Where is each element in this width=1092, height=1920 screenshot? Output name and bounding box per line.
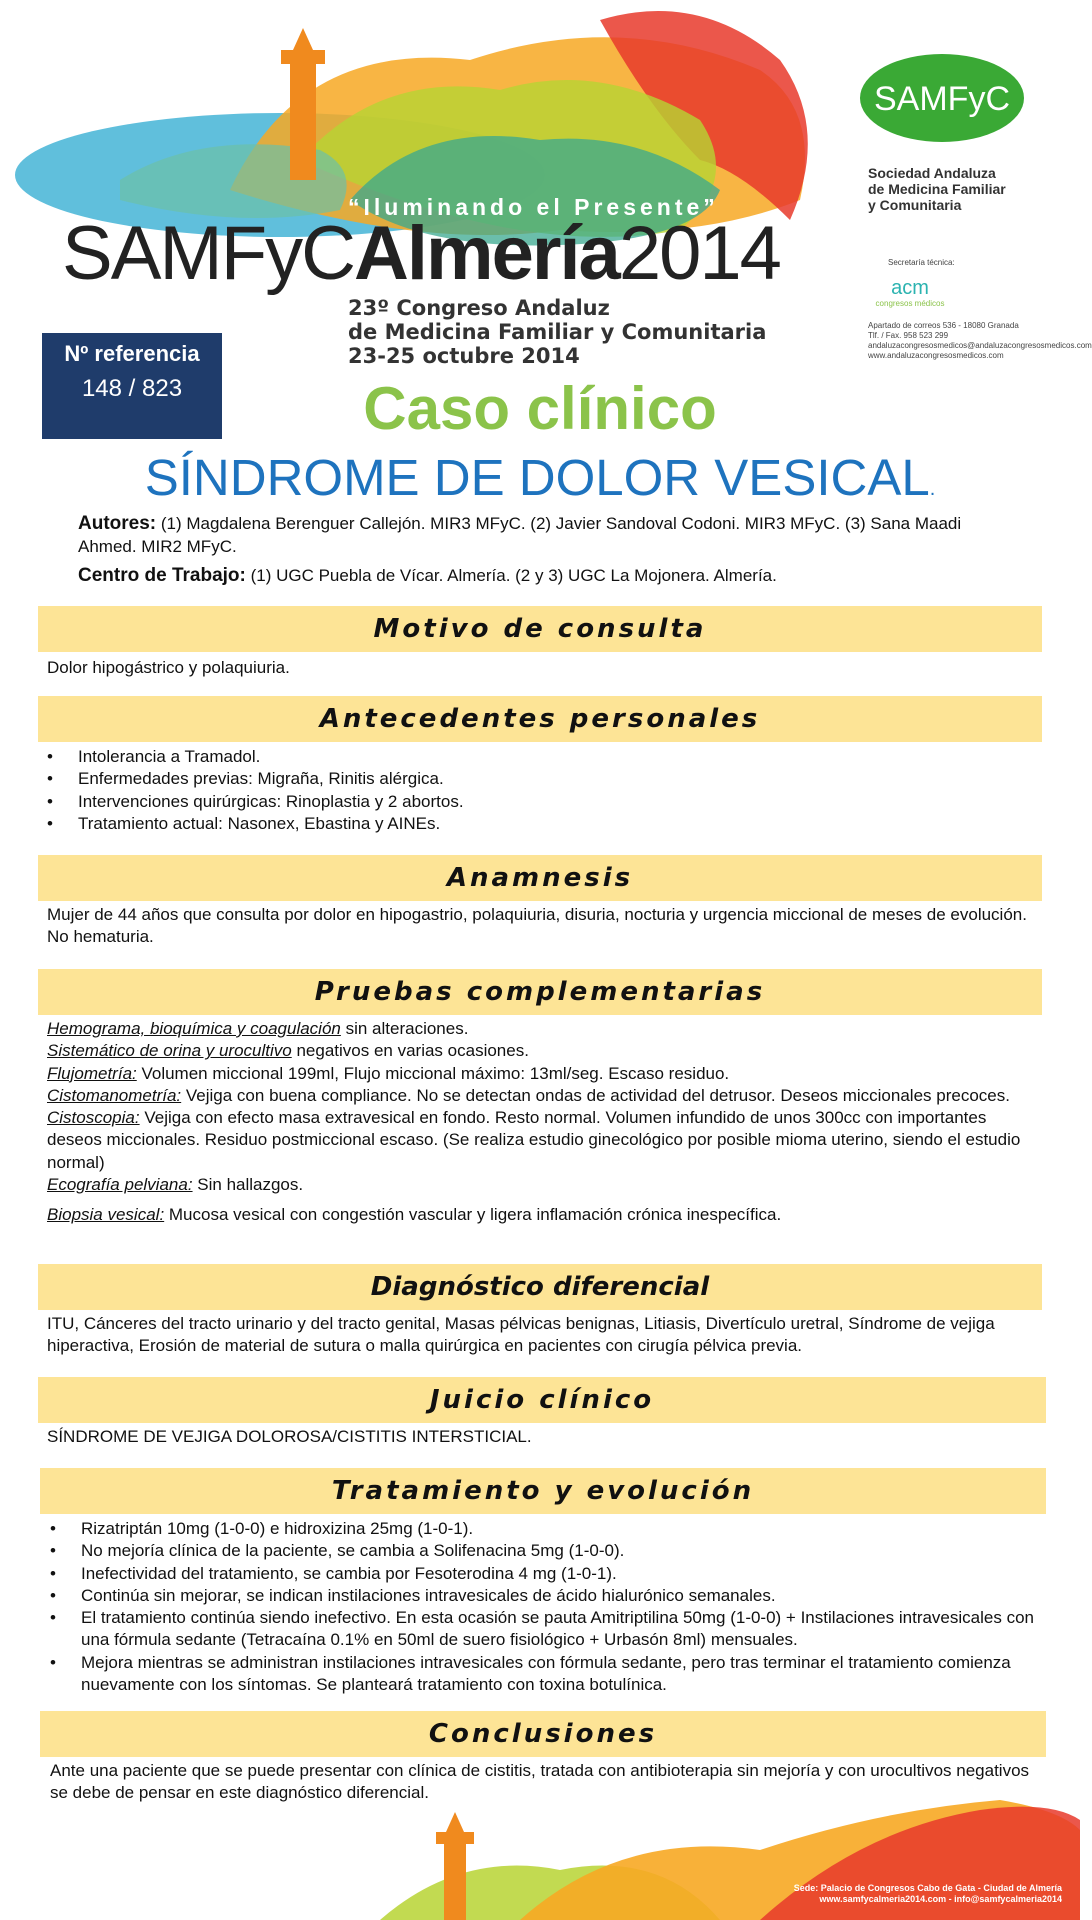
pruebas-list bbox=[47, 1018, 1042, 1227]
prueba-item bbox=[47, 1063, 1042, 1085]
society-name bbox=[868, 165, 1006, 213]
case-title-dot: . bbox=[929, 478, 936, 500]
reference-value: 148 / 823 bbox=[81, 375, 183, 402]
prueba-item bbox=[47, 1085, 1042, 1107]
secretariat-label: Secretaría técnica: bbox=[888, 258, 955, 267]
prueba-item bbox=[47, 1040, 1042, 1062]
society-line-2: de Medicina Familiar bbox=[868, 181, 1006, 197]
prueba-label: Biopsia vesical: bbox=[47, 1205, 165, 1225]
prueba-item bbox=[47, 1107, 1042, 1174]
list-item: • El tratamiento continúa siendo inefectivo. En esta ocasión se pauta Amitriptilina 50mg (1-0-0) + Instilaciones intravesicales con una fórmula sedante (Tetracaína 0.1% en 50ml de suero fisiológico + Urbasón 8ml) mensuales. bbox=[50, 1607, 1045, 1652]
list-item: • Inefectividad del tratamiento, se cambia por Fesoterodina 4 mg (1-0-1). bbox=[50, 1563, 1045, 1585]
event-brand bbox=[62, 210, 780, 297]
acm-logo-sub: congresos médicos bbox=[875, 299, 945, 308]
list-item: • Enfermedades previas: Migraña, Rinitis alérgica. bbox=[47, 768, 1037, 790]
society-line-3: y Comunitaria bbox=[868, 197, 962, 213]
authors bbox=[78, 512, 1018, 558]
section-title-antecedentes: Antecedentes personales bbox=[38, 696, 1042, 742]
list-item: • No mejoría clínica de la paciente, se cambia a Solifenacina 5mg (1-0-0). bbox=[50, 1540, 1045, 1562]
acm-logo-text: acm bbox=[891, 277, 929, 299]
prueba-text: Vejiga con efecto masa extravesical en fondo. Resto normal. Volumen infundido de unos 300cc con importantes deseos miccionales. Residuo postmiccional escaso. (Se realiza estudio ginecológico por posible mioma uterino, siendo el estudio normal) bbox=[47, 1108, 1021, 1172]
motivo-text: Dolor hipogástrico y polaquiuria. bbox=[47, 658, 290, 677]
congress-line-1: 23º Congreso Andaluz bbox=[348, 296, 610, 320]
list-item: • Intolerancia a Tramadol. bbox=[47, 746, 1037, 768]
list-item: • Rizatriptán 10mg (1-0-0) e hidroxizina 25mg (1-0-1). bbox=[50, 1518, 1045, 1540]
prueba-item bbox=[47, 1018, 1042, 1040]
congress-line-2: de Medicina Familiar y Comunitaria bbox=[348, 320, 767, 344]
acm-logo bbox=[875, 272, 945, 312]
address-phone: Tlf. / Fax. 958 523 299 bbox=[868, 331, 949, 340]
prueba-item bbox=[47, 1204, 1042, 1226]
footer-venue: Sede: Palacio de Congresos Cabo de Gata - Ciudad de Almería bbox=[793, 1883, 1062, 1893]
address-email: andaluzacongresosmedicos@andaluzacongresosmedicos.com bbox=[868, 341, 1092, 350]
prueba-label: Flujometría: bbox=[47, 1063, 137, 1083]
address-line-1: Apartado de correos 536 - 18080 Granada bbox=[868, 321, 1019, 330]
case-title bbox=[0, 448, 1080, 507]
society-line-1: Sociedad Andaluza bbox=[868, 165, 996, 181]
prueba-label: Sistemático de orina y urocultivo bbox=[47, 1041, 292, 1061]
section-title-conclusiones: Conclusiones bbox=[40, 1711, 1046, 1757]
conclusiones-text: Ante una paciente que se puede presentar con clínica de cistitis, tratada con antibioterapia sin mejoría y con urocultivos negativos se debe de pensar en este diagnóstico diferencial. bbox=[50, 1761, 1030, 1803]
samfyc-logo bbox=[858, 52, 1026, 144]
authors-text: (1) Magdalena Berenguer Callejón. MIR3 MFyC. (2) Javier Sandoval Codoni. MIR3 MFyC. (3) Sana Maadi Ahmed. MIR2 MFyC. bbox=[78, 514, 962, 556]
prueba-item bbox=[47, 1174, 1042, 1196]
list-item: • Intervenciones quirúrgicas: Rinoplastia y 2 abortos. bbox=[47, 791, 1037, 813]
list-item: • Continúa sin mejorar, se indican instilaciones intravesicales de ácido hialurónico semanales. bbox=[50, 1585, 1045, 1607]
slogan: “Iluminando el Presente” bbox=[348, 194, 719, 220]
brand-part-samfyc: SAMFyC bbox=[62, 211, 354, 296]
prueba-label: Hemograma, bioquímica y coagulación bbox=[47, 1019, 341, 1038]
list-item: • Tratamiento actual: Nasonex, Ebastina y AINEs. bbox=[47, 813, 1037, 835]
section-title-diagnostico: Diagnóstico diferencial bbox=[38, 1264, 1042, 1310]
footer-info bbox=[794, 1883, 1062, 1905]
juicio-text: SÍNDROME DE VEJIGA DOLOROSA/CISTITIS INTERSTICIAL. bbox=[47, 1427, 532, 1446]
diagnostico-text: ITU, Cánceres del tracto urinario y del tracto genital, Masas pélvicas benignas, Litiasis, Divertículo uretral, Síndrome de vejiga hiperactiva, Erosión de material de sutura o malla quirúrgica en pacientes con cirugía pélvica previa. bbox=[47, 1314, 995, 1356]
section-title-pruebas: Pruebas complementarias bbox=[38, 969, 1042, 1015]
prueba-text: Volumen miccional 199ml, Flujo miccional máximo: 13ml/seg. Escaso residuo. bbox=[136, 1063, 730, 1083]
prueba-text: Vejiga con buena compliance. No se detectan ondas de actividad del detrusor. Deseos miccionales precoces. bbox=[181, 1085, 1010, 1105]
case-title-text: SÍNDROME DE DOLOR VESICAL bbox=[144, 449, 930, 506]
prueba-text: Mucosa vesical con congestión vascular y ligera inflamación crónica inespecífica. bbox=[164, 1205, 782, 1225]
prueba-label: Ecografía pelviana: bbox=[47, 1175, 193, 1195]
footer-web: www.samfycalmeria2014.com - info@samfycalmeria2014 bbox=[819, 1894, 1062, 1904]
logo-text: SAMFyC bbox=[874, 80, 1010, 118]
section-title-motivo: Motivo de consulta bbox=[38, 606, 1042, 652]
prueba-text: Sin hallazgos. bbox=[192, 1175, 304, 1195]
authors-label: Autores: bbox=[78, 513, 157, 534]
section-title-juicio: Juicio clínico bbox=[38, 1377, 1046, 1423]
congress-info bbox=[348, 296, 766, 368]
secretariat-info bbox=[868, 258, 1092, 361]
list-item: • Mejora mientras se administran instilaciones intravesicales con fórmula sedante, pero tras terminar el tratamiento comienza nuevamente con los síntomas. Se planteará tratamiento con toxina botulínica. bbox=[50, 1652, 1045, 1697]
antecedentes-list bbox=[47, 746, 1037, 835]
prueba-label: Cistoscopia: bbox=[47, 1108, 140, 1128]
reference-label: Nº referencia bbox=[64, 341, 200, 366]
section-title-anamnesis: Anamnesis bbox=[38, 855, 1042, 901]
prueba-text: sin alteraciones. bbox=[340, 1019, 469, 1038]
tratamiento-list bbox=[50, 1518, 1045, 1696]
brand-part-almeria: Almería bbox=[354, 211, 619, 296]
address-web: www.andaluzacongresosmedicos.com bbox=[868, 351, 1004, 360]
brand-part-year: 2014 bbox=[618, 211, 780, 296]
section-title-tratamiento: Tratamiento y evolución bbox=[40, 1468, 1046, 1514]
workplace-label: Centro de Trabajo: bbox=[78, 565, 246, 586]
prueba-label: Cistomanometría: bbox=[47, 1085, 182, 1105]
case-kicker: Caso clínico bbox=[363, 375, 717, 442]
congress-dates: 23-25 octubre 2014 bbox=[348, 344, 580, 368]
workplace-text: (1) UGC Puebla de Vícar. Almería. (2 y 3) UGC La Mojonera. Almería. bbox=[250, 566, 777, 585]
anamnesis-text: Mujer de 44 años que consulta por dolor en hipogastrio, polaquiuria, disuria, nocturia y urgencia miccional de meses de evolución. No hematuria. bbox=[47, 905, 1027, 947]
workplace bbox=[78, 565, 1018, 587]
prueba-text: negativos en varias ocasiones. bbox=[291, 1041, 529, 1061]
